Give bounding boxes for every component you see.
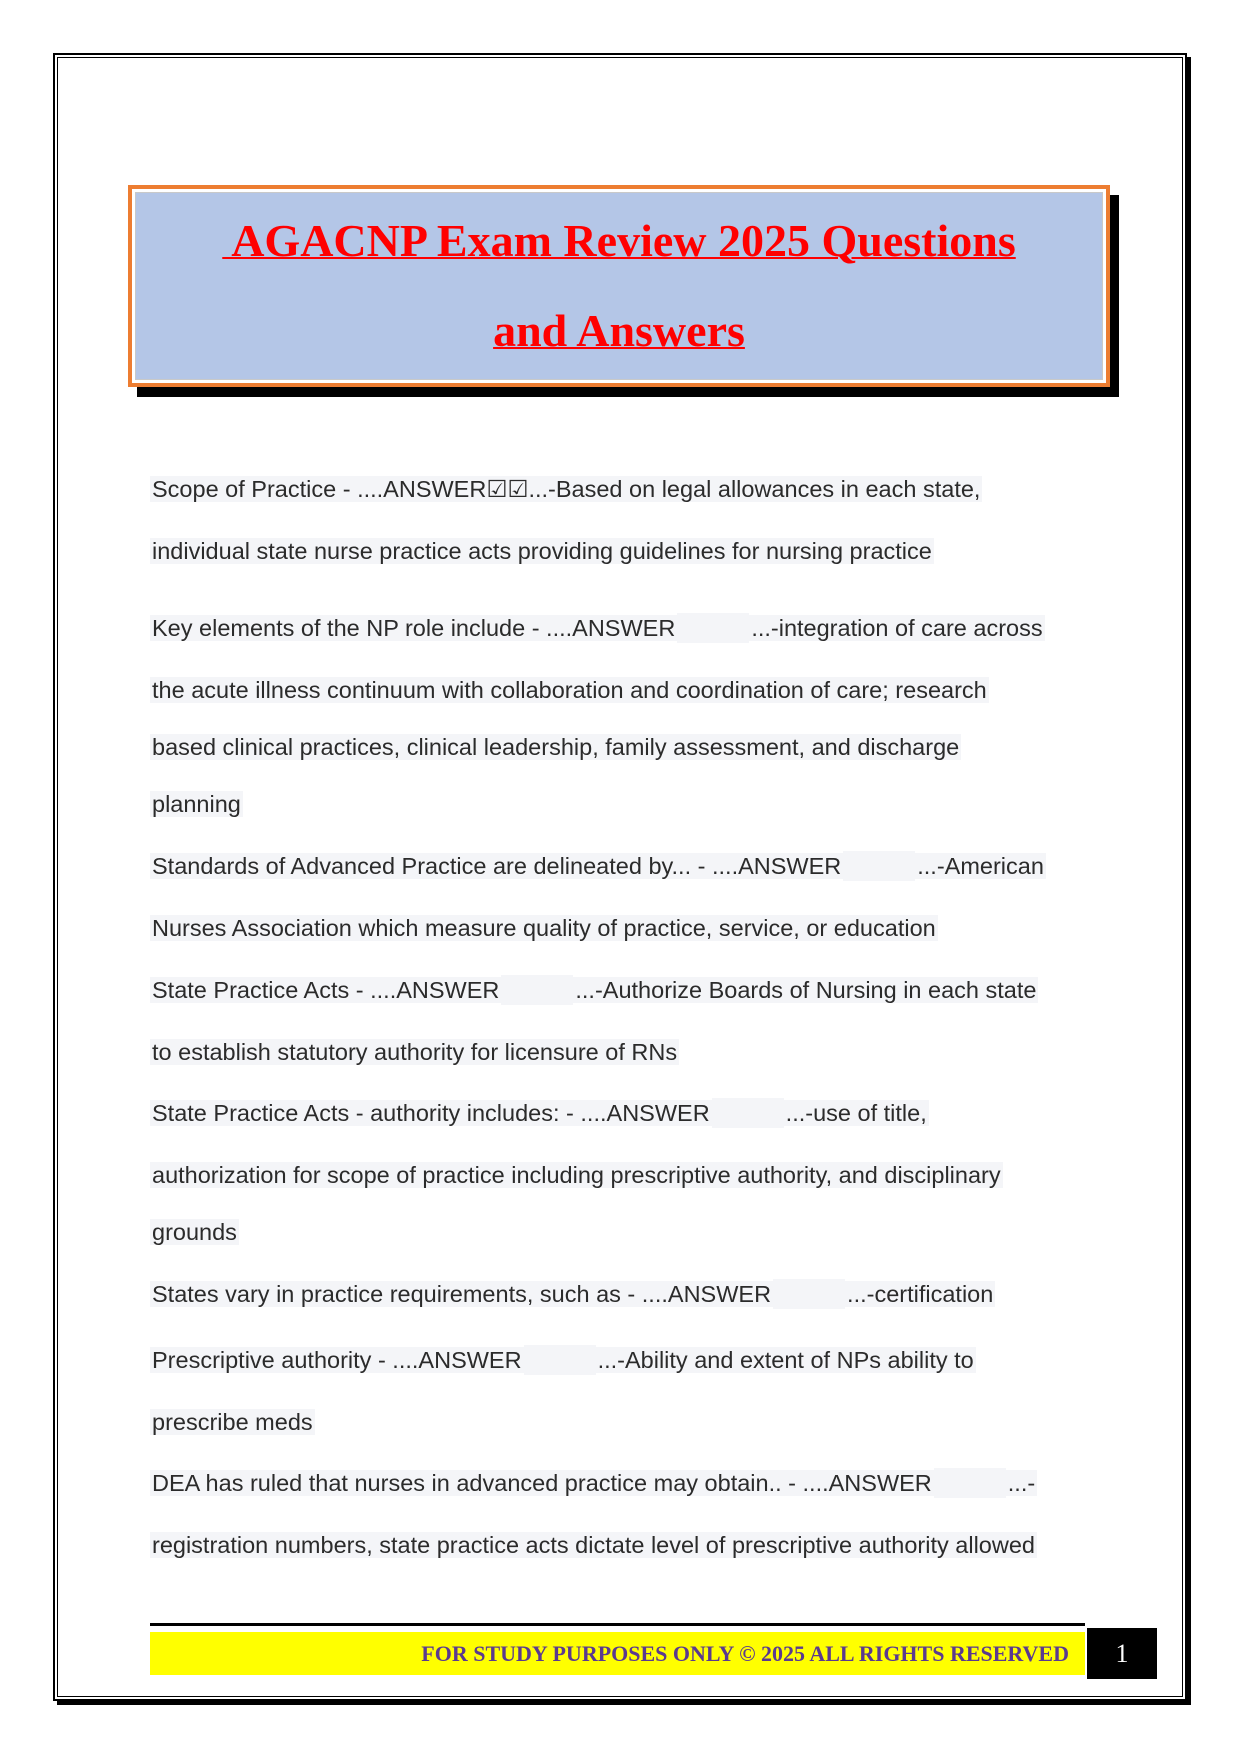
- answer-text: the acute illness continuum with collaboration and coordination of care; research: [152, 677, 987, 703]
- question-text: Key elements of the NP role include - ....ANSWER: [152, 615, 676, 641]
- qa-line: [150, 851, 1046, 881]
- answer-gap: [524, 1345, 596, 1375]
- question-text: Scope of Practice - ....ANSWER☑☑...-Based on legal allowances in each state,: [152, 476, 981, 502]
- qa-line: [150, 913, 938, 943]
- answer-gap: [712, 1098, 784, 1128]
- answer-text: ...-certification: [847, 1281, 994, 1307]
- question-text: Prescriptive authority - ....ANSWER: [152, 1347, 522, 1373]
- answer-gap: [843, 851, 915, 881]
- answer-text: authorization for scope of practice including prescriptive authority, and disciplinary: [152, 1162, 1001, 1188]
- qa-line: [150, 1345, 976, 1375]
- qa-line: [150, 613, 1045, 643]
- footer-rule: [150, 1623, 1085, 1626]
- answer-text: ...-American: [917, 853, 1044, 879]
- answer-text: registration numbers, state practice acts dictate level of prescriptive authority allowed: [152, 1532, 1035, 1558]
- answer-text: ...-Authorize Boards of Nursing in each state: [575, 977, 1037, 1003]
- answer-text: ...-integration of care across: [751, 615, 1043, 641]
- question-text: State Practice Acts - ....ANSWER: [152, 977, 500, 1003]
- qa-line: [150, 1407, 315, 1437]
- footer-text: FOR STUDY PURPOSES ONLY © 2025 ALL RIGHTS RESERVED: [421, 1640, 1069, 1666]
- question-text: States vary in practice requirements, such as - ....ANSWER: [152, 1281, 772, 1307]
- qa-line: [150, 1098, 929, 1128]
- page-shadow: [57, 1701, 1191, 1705]
- answer-text: prescribe meds: [152, 1409, 313, 1435]
- qa-line: [150, 1217, 239, 1247]
- qa-line: [150, 1530, 1037, 1560]
- document-title-line-1: AGACNP Exam Review 2025 Questions: [222, 215, 1016, 266]
- answer-gap: [773, 1279, 845, 1309]
- question-text: DEA has ruled that nurses in advanced practice may obtain.. - ....ANSWER: [152, 1470, 932, 1496]
- title-box: [128, 185, 1110, 387]
- qa-line: [150, 536, 934, 566]
- answer-text: ...-use of title,: [785, 1100, 927, 1126]
- question-text: State Practice Acts - authority includes: - ....ANSWER: [152, 1100, 710, 1126]
- page-shadow: [1187, 57, 1191, 1705]
- answer-text: grounds: [152, 1219, 237, 1245]
- answer-text: ...-: [1007, 1470, 1036, 1496]
- title-box-fill: [135, 192, 1103, 380]
- page-number: 1: [1087, 1628, 1157, 1679]
- answer-gap: [934, 1468, 1006, 1498]
- question-text: Standards of Advanced Practice are delineated by... - ....ANSWER: [152, 853, 842, 879]
- answer-text: to establish statutory authority for licensure of RNs: [152, 1039, 678, 1065]
- answer-text: individual state nurse practice acts providing guidelines for nursing practice: [152, 538, 932, 564]
- qa-line: [150, 1160, 1003, 1190]
- qa-line: [150, 1468, 1037, 1498]
- answer-text: Nurses Association which measure quality of practice, service, or education: [152, 915, 936, 941]
- answer-text: ...-Ability and extent of NPs ability to: [597, 1347, 974, 1373]
- qa-line: [150, 675, 989, 705]
- qa-line: [150, 1037, 679, 1067]
- answer-gap: [677, 613, 749, 643]
- document-title-line-2: and Answers: [493, 305, 745, 356]
- footer-bar: [150, 1632, 1085, 1675]
- qa-line: [150, 1279, 995, 1309]
- qa-line: [150, 732, 961, 762]
- answer-text: based clinical practices, clinical leadership, family assessment, and discharge: [152, 734, 960, 760]
- qa-line: [150, 474, 982, 504]
- answer-gap: [501, 975, 573, 1005]
- answer-text: planning: [152, 791, 241, 817]
- qa-line: [150, 975, 1038, 1005]
- qa-line: [150, 789, 243, 819]
